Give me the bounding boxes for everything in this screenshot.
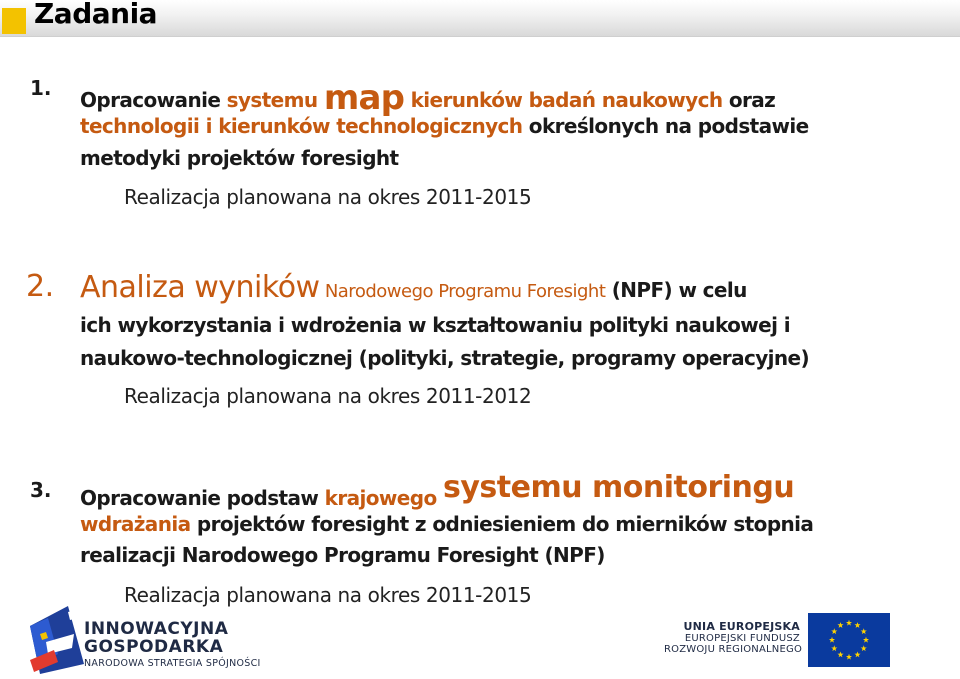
task-3-line-2 xyxy=(80,512,813,536)
task-3-line-3 xyxy=(80,543,605,567)
task-1-line-2-part-a: technologii i kierunków technologicznych xyxy=(80,114,523,138)
right-logo-line-1: UNIA EUROPEJSKA xyxy=(683,620,800,633)
task-2-note: Realizacja planowana na okres 2011-2012 xyxy=(124,384,532,408)
task-3-line-1 xyxy=(80,470,795,510)
left-logo-line-3: NARODOWA STRATEGIA SPÓJNOŚCI xyxy=(84,658,261,669)
innowacyjna-gospodarka-logo-icon xyxy=(28,604,88,676)
task-2-number: 2. xyxy=(26,269,54,304)
left-logo-line-1: INNOWACYJNA xyxy=(84,619,229,639)
task-1-line-3 xyxy=(80,146,399,170)
right-logo-line-3: ROZWOJU REGIONALNEGO xyxy=(664,644,803,655)
task-3-line-1-part-c: systemu monitoringu xyxy=(442,470,795,505)
page-title: Zadania xyxy=(34,0,158,30)
task-2-line-1-part-b: Narodowego Programu Foresight xyxy=(319,281,606,302)
task-3-note: Realizacja planowana na okres 2011-2015 xyxy=(124,583,532,607)
task-3-number: 3. xyxy=(30,478,52,502)
task-2-line-1-part-c: (NPF) w celu xyxy=(605,278,747,302)
task-3-line-1-part-a: Opracowanie podstaw xyxy=(80,486,325,510)
task-1-note: Realizacja planowana na okres 2011-2015 xyxy=(124,185,532,209)
task-1-line-2 xyxy=(80,114,809,138)
right-logo-line-2: EUROPEJSKI FUNDUSZ xyxy=(684,633,800,644)
task-1-number: 1. xyxy=(30,76,52,100)
task-3-line-2-part-a: wdrażania xyxy=(80,512,191,536)
task-2-line-3 xyxy=(80,346,809,370)
task-1-line-1 xyxy=(80,76,775,116)
task-2-line-1-part-a: Analiza wyników xyxy=(80,270,320,305)
task-1-line-1-part-c: map xyxy=(323,78,405,118)
header-divider xyxy=(0,36,960,37)
header-accent-square xyxy=(2,8,26,34)
task-1-line-2-part-b: określonych na podstawie xyxy=(522,114,809,138)
task-3-line-2-part-b: projektów foresight z odniesieniem do mierników stopnia xyxy=(190,512,814,536)
eu-text-block xyxy=(664,620,803,655)
task-1-line-1-part-d: kierunków badań naukowych xyxy=(404,88,723,112)
task-2-line-2-part-a: ich wykorzystania i wdrożenia w kształtowaniu polityki naukowej i xyxy=(80,313,790,337)
left-logo-line-2: GOSPODARKA xyxy=(84,637,224,657)
task-3-line-3-part-a: realizacji Narodowego Programu Foresight (NPF) xyxy=(80,543,605,567)
task-2-line-2 xyxy=(80,313,790,337)
task-3-line-1-part-b: krajowego xyxy=(324,486,443,510)
eu-flag-icon xyxy=(808,613,890,667)
task-2-line-3-part-a: naukowo-technologicznej (polityki, strategie, programy operacyjne) xyxy=(80,346,810,370)
task-2-line-1 xyxy=(80,270,747,305)
task-1-line-3-part-a: metodyki projektów foresight xyxy=(80,146,399,170)
task-1-line-1-part-b: systemu xyxy=(226,88,324,112)
task-1-line-1-part-a: Opracowanie xyxy=(80,88,227,112)
task-1-line-1-part-e: oraz xyxy=(722,88,776,112)
